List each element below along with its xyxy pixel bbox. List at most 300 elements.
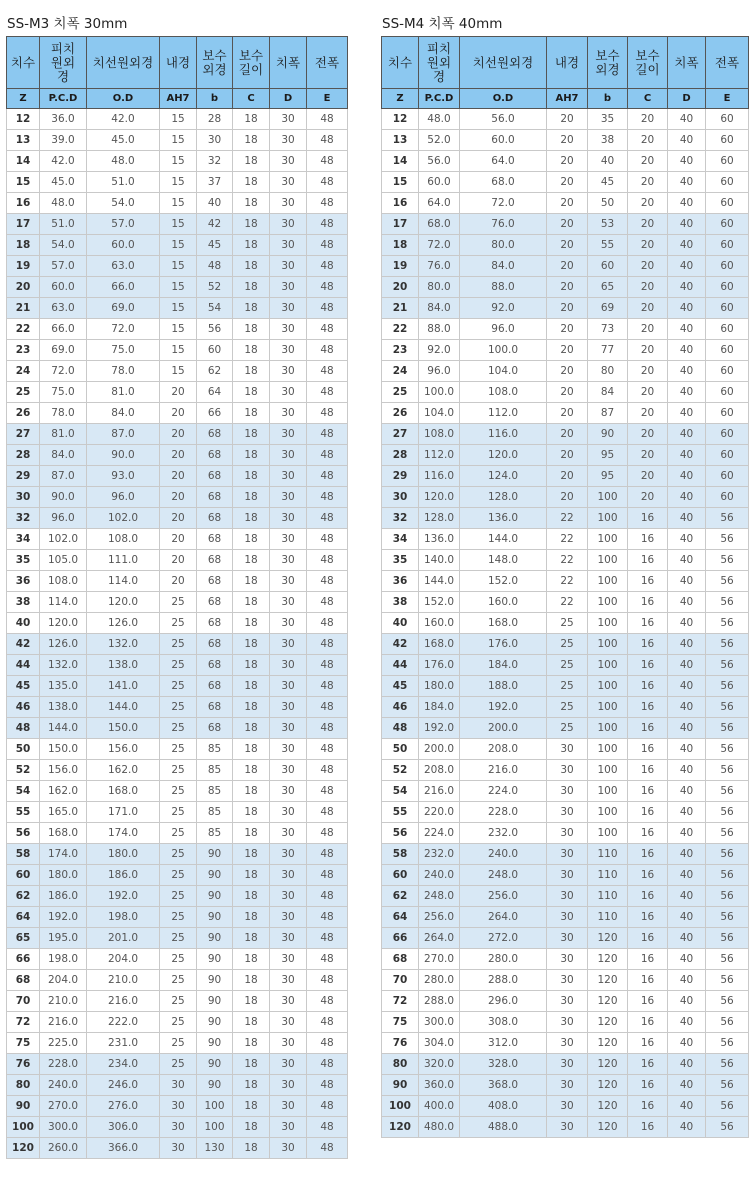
table-cell: 168.0: [40, 823, 87, 844]
table-cell: 18: [233, 1138, 270, 1159]
table-cell: 20: [547, 445, 588, 466]
table-cell: 18: [233, 844, 270, 865]
table-cell: 48: [307, 529, 348, 550]
table-cell: 22: [547, 529, 588, 550]
table-cell: 16: [628, 592, 668, 613]
table-cell: 60.0: [40, 277, 87, 298]
table-cell: 488.0: [460, 1117, 547, 1138]
table-cell: 22: [547, 550, 588, 571]
table-row: [7, 256, 348, 277]
table-cell: 20: [547, 109, 588, 130]
table-cell: 85: [197, 823, 233, 844]
tooth-count-cell: 30: [7, 487, 40, 508]
table-cell: 80: [588, 361, 628, 382]
table-cell: 90: [197, 844, 233, 865]
table-cell: 40: [668, 928, 706, 949]
table-cell: 18: [233, 340, 270, 361]
table-cell: 40: [668, 508, 706, 529]
table-cell: 54.0: [40, 235, 87, 256]
table-row: [382, 865, 749, 886]
tooth-count-cell: 16: [7, 193, 40, 214]
tooth-count-cell: 23: [7, 340, 40, 361]
tooth-count-cell: 55: [7, 802, 40, 823]
table-cell: 246.0: [87, 1075, 160, 1096]
table-cell: 30: [547, 844, 588, 865]
table-cell: 18: [233, 319, 270, 340]
table-cell: 30: [547, 802, 588, 823]
table-cell: 256.0: [460, 886, 547, 907]
table-cell: 76.0: [460, 214, 547, 235]
table-cell: 68: [197, 718, 233, 739]
table-cell: 108.0: [419, 424, 460, 445]
table-cell: 60: [706, 445, 749, 466]
table-cell: 48: [307, 802, 348, 823]
table-cell: 18: [233, 697, 270, 718]
table-cell: 40: [668, 571, 706, 592]
table-cell: 16: [628, 718, 668, 739]
table-cell: 480.0: [419, 1117, 460, 1138]
table-row: [382, 298, 749, 319]
table-cell: 100: [588, 781, 628, 802]
table-row: [382, 508, 749, 529]
tooth-count-cell: 62: [382, 886, 419, 907]
tooth-count-cell: 76: [7, 1054, 40, 1075]
table-cell: 48: [307, 130, 348, 151]
table-cell: 25: [160, 1054, 197, 1075]
table-row: [7, 193, 348, 214]
tooth-count-cell: 50: [7, 739, 40, 760]
table-cell: 30: [270, 466, 307, 487]
table-cell: 20: [628, 109, 668, 130]
table-cell: 48: [307, 487, 348, 508]
table-cell: 60: [706, 298, 749, 319]
table-cell: 54: [197, 298, 233, 319]
table-cell: 20: [160, 466, 197, 487]
table-cell: 110: [588, 907, 628, 928]
table-row: [382, 802, 749, 823]
table-cell: 130: [197, 1138, 233, 1159]
table-cell: 16: [628, 697, 668, 718]
table-cell: 18: [233, 193, 270, 214]
table-cell: 16: [628, 1054, 668, 1075]
table-row: [382, 571, 749, 592]
table-cell: 30: [547, 1054, 588, 1075]
table-cell: 75.0: [40, 382, 87, 403]
table-cell: 25: [160, 907, 197, 928]
tooth-count-cell: 26: [382, 403, 419, 424]
table-cell: 25: [160, 823, 197, 844]
table-cell: 20: [547, 340, 588, 361]
table-cell: 20: [628, 235, 668, 256]
table-cell: 28: [197, 109, 233, 130]
table-row: [7, 340, 348, 361]
table-cell: 320.0: [419, 1054, 460, 1075]
tooth-count-cell: 64: [382, 907, 419, 928]
table-cell: 68: [197, 613, 233, 634]
tooth-count-cell: 44: [382, 655, 419, 676]
table-cell: 68: [197, 424, 233, 445]
table-cell: 30: [270, 529, 307, 550]
table-row: [382, 1054, 749, 1075]
subheader-cell: D: [668, 89, 706, 109]
table-cell: 60.0: [460, 130, 547, 151]
table-cell: 124.0: [460, 466, 547, 487]
table-row: [382, 760, 749, 781]
tooth-count-cell: 12: [7, 109, 40, 130]
table-cell: 200.0: [460, 718, 547, 739]
header-cell: 피치원외경: [40, 37, 87, 89]
table-row: [7, 277, 348, 298]
table-cell: 48: [307, 277, 348, 298]
table-cell: 69.0: [40, 340, 87, 361]
table-cell: 192.0: [460, 697, 547, 718]
table-row: [7, 634, 348, 655]
table-cell: 56: [706, 865, 749, 886]
table-cell: 40: [668, 550, 706, 571]
table-cell: 56: [706, 1075, 749, 1096]
table-cell: 52.0: [419, 130, 460, 151]
table-row: [7, 886, 348, 907]
tooth-count-cell: 52: [7, 760, 40, 781]
table-cell: 18: [233, 928, 270, 949]
table-cell: 90: [197, 886, 233, 907]
table-cell: 48: [307, 928, 348, 949]
table-cell: 100: [588, 487, 628, 508]
table-cell: 104.0: [419, 403, 460, 424]
table-cell: 20: [628, 340, 668, 361]
table-cell: 56: [706, 697, 749, 718]
table-cell: 228.0: [460, 802, 547, 823]
table-cell: 30: [547, 865, 588, 886]
table-cell: 184.0: [419, 697, 460, 718]
table-row: [382, 319, 749, 340]
table-cell: 48: [307, 256, 348, 277]
table-cell: 20: [628, 319, 668, 340]
table-cell: 88.0: [419, 319, 460, 340]
table-cell: 48: [307, 193, 348, 214]
subheader-cell: b: [197, 89, 233, 109]
table-cell: 30: [270, 676, 307, 697]
table-cell: 30: [270, 172, 307, 193]
table-cell: 90.0: [87, 445, 160, 466]
table-cell: 56: [706, 1096, 749, 1117]
table-cell: 40: [668, 424, 706, 445]
table-cell: 20: [160, 424, 197, 445]
table-cell: 25: [160, 970, 197, 991]
table-cell: 135.0: [40, 676, 87, 697]
table-cell: 72.0: [460, 193, 547, 214]
table-cell: 180.0: [40, 865, 87, 886]
header-cell: 내경: [547, 37, 588, 89]
table-cell: 264.0: [419, 928, 460, 949]
table-cell: 85: [197, 802, 233, 823]
table-cell: 48: [307, 1054, 348, 1075]
table-cell: 141.0: [87, 676, 160, 697]
table-row: [7, 928, 348, 949]
table-cell: 228.0: [40, 1054, 87, 1075]
table-cell: 56: [706, 676, 749, 697]
table-cell: 20: [628, 214, 668, 235]
table-cell: 52: [197, 277, 233, 298]
table-cell: 136.0: [419, 529, 460, 550]
tooth-count-cell: 14: [382, 151, 419, 172]
table-row: [7, 676, 348, 697]
subheader-cell: AH7: [160, 89, 197, 109]
table-cell: 84: [588, 382, 628, 403]
table-row: [382, 1117, 749, 1138]
table-cell: 20: [547, 130, 588, 151]
table-row: [7, 424, 348, 445]
table-body: [382, 109, 749, 1138]
table-row: [7, 949, 348, 970]
table-cell: 231.0: [87, 1033, 160, 1054]
table-cell: 144.0: [419, 571, 460, 592]
table-cell: 40: [668, 718, 706, 739]
table-cell: 78.0: [87, 361, 160, 382]
table-cell: 200.0: [419, 739, 460, 760]
table-row: [7, 1075, 348, 1096]
spec-table-block-m3: [6, 0, 348, 1159]
table-cell: 272.0: [460, 928, 547, 949]
table-cell: 84.0: [87, 403, 160, 424]
table-cell: 62: [197, 361, 233, 382]
table-cell: 240.0: [419, 865, 460, 886]
table-cell: 110: [588, 886, 628, 907]
table-cell: 100: [588, 802, 628, 823]
subheader-cell: C: [233, 89, 270, 109]
table-cell: 300.0: [419, 1012, 460, 1033]
table-row: [7, 844, 348, 865]
table-cell: 216.0: [87, 991, 160, 1012]
table-cell: 40: [668, 403, 706, 424]
table-cell: 16: [628, 613, 668, 634]
table-row: [7, 550, 348, 571]
table-cell: 48: [307, 949, 348, 970]
table-cell: 20: [628, 424, 668, 445]
table-cell: 65: [588, 277, 628, 298]
table-cell: 40: [668, 1096, 706, 1117]
table-cell: 56: [706, 970, 749, 991]
table-cell: 30: [270, 571, 307, 592]
table-row: [7, 802, 348, 823]
table-cell: 30: [270, 592, 307, 613]
table-cell: 162.0: [40, 781, 87, 802]
table-cell: 60: [706, 487, 749, 508]
table-cell: 20: [547, 277, 588, 298]
table-cell: 152.0: [419, 592, 460, 613]
table-cell: 30: [270, 1054, 307, 1075]
table-cell: 20: [547, 256, 588, 277]
tooth-count-cell: 22: [382, 319, 419, 340]
table-cell: 100: [588, 760, 628, 781]
header-cell: 치수: [7, 37, 40, 89]
table-cell: 15: [160, 193, 197, 214]
table-cell: 45.0: [40, 172, 87, 193]
table-row: [7, 571, 348, 592]
table-cell: 48: [307, 697, 348, 718]
table-row: [7, 445, 348, 466]
table-cell: 15: [160, 319, 197, 340]
tooth-count-cell: 90: [7, 1096, 40, 1117]
tooth-count-cell: 76: [382, 1033, 419, 1054]
tooth-count-cell: 30: [382, 487, 419, 508]
table-cell: 201.0: [87, 928, 160, 949]
tooth-count-cell: 66: [382, 928, 419, 949]
table-cell: 90: [197, 949, 233, 970]
table-cell: 20: [628, 445, 668, 466]
table-cell: 18: [233, 466, 270, 487]
table-cell: 25: [160, 1033, 197, 1054]
table-cell: 180.0: [419, 676, 460, 697]
table-cell: 100: [588, 718, 628, 739]
table-cell: 37: [197, 172, 233, 193]
table-cell: 120: [588, 1012, 628, 1033]
table-cell: 186.0: [87, 865, 160, 886]
table-row: [382, 613, 749, 634]
table-cell: 18: [233, 907, 270, 928]
table-cell: 18: [233, 676, 270, 697]
table-cell: 40: [668, 445, 706, 466]
table-cell: 100: [588, 571, 628, 592]
table-cell: 18: [233, 760, 270, 781]
table-cell: 56: [706, 991, 749, 1012]
table-cell: 116.0: [419, 466, 460, 487]
table-cell: 16: [628, 781, 668, 802]
tooth-count-cell: 56: [7, 823, 40, 844]
table-row: [382, 592, 749, 613]
table-cell: 30: [270, 823, 307, 844]
table-cell: 160.0: [419, 613, 460, 634]
table-cell: 25: [547, 697, 588, 718]
table-cell: 188.0: [460, 676, 547, 697]
table-cell: 63.0: [40, 298, 87, 319]
table-cell: 22: [547, 508, 588, 529]
table-cell: 296.0: [460, 991, 547, 1012]
table-cell: 18: [233, 235, 270, 256]
tooth-count-cell: 80: [7, 1075, 40, 1096]
table-cell: 60: [706, 193, 749, 214]
subheader-cell: Z: [382, 89, 419, 109]
table-cell: 138.0: [87, 655, 160, 676]
table-cell: 85: [197, 739, 233, 760]
table-cell: 306.0: [87, 1117, 160, 1138]
table-cell: 18: [233, 634, 270, 655]
table-cell: 288.0: [460, 970, 547, 991]
table-cell: 60: [706, 109, 749, 130]
table-cell: 22: [547, 571, 588, 592]
table-cell: 30: [270, 1096, 307, 1117]
table-cell: 92.0: [419, 340, 460, 361]
table-cell: 30: [270, 739, 307, 760]
table-cell: 72.0: [419, 235, 460, 256]
tooth-count-cell: 36: [7, 571, 40, 592]
table-cell: 48: [307, 823, 348, 844]
table-row: [382, 1012, 749, 1033]
table-cell: 30: [270, 697, 307, 718]
table-cell: 114.0: [87, 571, 160, 592]
table-cell: 25: [160, 613, 197, 634]
subheader-cell: D: [270, 89, 307, 109]
tooth-count-cell: 54: [7, 781, 40, 802]
table-cell: 56: [706, 613, 749, 634]
tooth-count-cell: 34: [7, 529, 40, 550]
tooth-count-cell: 70: [7, 991, 40, 1012]
table-cell: 90: [197, 991, 233, 1012]
table-row: [7, 1117, 348, 1138]
table-cell: 40: [668, 844, 706, 865]
table-cell: 76.0: [419, 256, 460, 277]
table-row: [7, 823, 348, 844]
table-cell: 48: [307, 613, 348, 634]
tooth-count-cell: 75: [382, 1012, 419, 1033]
table-cell: 60: [706, 424, 749, 445]
tooth-count-cell: 13: [382, 130, 419, 151]
table-cell: 15: [160, 235, 197, 256]
table-cell: 128.0: [419, 508, 460, 529]
table-row: [382, 487, 749, 508]
table-cell: 171.0: [87, 802, 160, 823]
table-cell: 60: [706, 340, 749, 361]
table-cell: 88.0: [460, 277, 547, 298]
header-cell: 보수길이: [233, 37, 270, 89]
table-cell: 25: [160, 1012, 197, 1033]
table-cell: 20: [628, 487, 668, 508]
table-cell: 16: [628, 970, 668, 991]
table-cell: 30: [270, 907, 307, 928]
table-cell: 16: [628, 865, 668, 886]
table-cell: 56: [706, 949, 749, 970]
table-cell: 40: [668, 655, 706, 676]
table-cell: 48: [307, 1012, 348, 1033]
table-cell: 18: [233, 508, 270, 529]
table-cell: 60: [706, 214, 749, 235]
table-cell: 30: [547, 760, 588, 781]
table-cell: 100: [588, 823, 628, 844]
table-cell: 30: [270, 1033, 307, 1054]
table-cell: 73: [588, 319, 628, 340]
table-cell: 96.0: [419, 361, 460, 382]
subheader-cell: P.C.D: [419, 89, 460, 109]
table-cell: 240.0: [40, 1075, 87, 1096]
tooth-count-cell: 36: [382, 571, 419, 592]
table-cell: 18: [233, 403, 270, 424]
tooth-count-cell: 52: [382, 760, 419, 781]
table-cell: 16: [628, 760, 668, 781]
table-cell: 18: [233, 802, 270, 823]
subheader-cell: AH7: [547, 89, 588, 109]
table-row: [7, 529, 348, 550]
tooth-count-cell: 27: [7, 424, 40, 445]
table-cell: 234.0: [87, 1054, 160, 1075]
table-cell: 168.0: [87, 781, 160, 802]
table-cell: 84.0: [460, 256, 547, 277]
table-cell: 18: [233, 781, 270, 802]
table-cell: 18: [233, 865, 270, 886]
table-cell: 222.0: [87, 1012, 160, 1033]
tooth-count-cell: 45: [382, 676, 419, 697]
table-row: [7, 235, 348, 256]
subheader-row: [382, 89, 749, 109]
table-cell: 40: [668, 1075, 706, 1096]
table-cell: 40: [668, 109, 706, 130]
table-row: [382, 550, 749, 571]
table-cell: 30: [197, 130, 233, 151]
table-cell: 260.0: [40, 1138, 87, 1159]
table-cell: 48: [307, 382, 348, 403]
table-cell: 168.0: [460, 613, 547, 634]
table-cell: 18: [233, 424, 270, 445]
table-cell: 18: [233, 1117, 270, 1138]
